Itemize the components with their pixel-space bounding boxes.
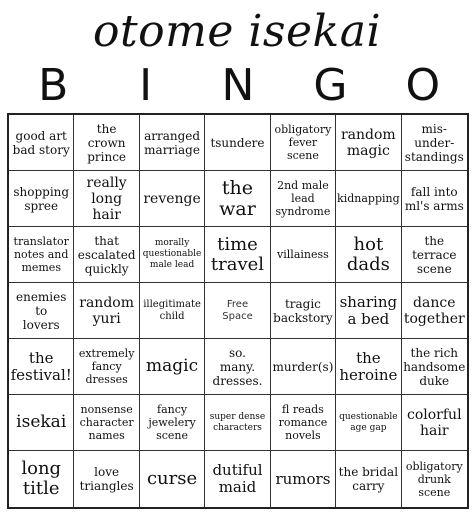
bingo-cell[interactable] [205, 115, 270, 171]
bingo-cell[interactable] [9, 283, 74, 339]
bingo-cell[interactable] [336, 395, 401, 451]
bingo-cell[interactable] [74, 339, 139, 395]
bingo-cell[interactable] [74, 115, 139, 171]
bingo-letter-g: G [313, 60, 348, 111]
cell-text: obligatory fever scene [274, 123, 332, 162]
free-space-cell[interactable] [205, 283, 270, 339]
cell-text: random yuri [79, 294, 134, 327]
cell-text: enemies to lovers [16, 289, 67, 332]
bingo-cell[interactable] [336, 115, 401, 171]
bingo-cell[interactable] [205, 451, 270, 507]
bingo-cell[interactable] [402, 283, 467, 339]
bingo-cell[interactable] [336, 339, 401, 395]
cell-text: the festival! [10, 348, 72, 384]
bingo-letter-o: O [405, 60, 441, 111]
cell-text: revenge [143, 190, 201, 207]
cell-text: love triangles [79, 465, 134, 493]
cell-text: curse [146, 468, 198, 489]
cell-text: super dense characters [209, 411, 266, 433]
bingo-cell[interactable] [140, 227, 205, 283]
cell-text: murder(s) [272, 359, 334, 374]
cell-text: extremely fancy dresses [78, 347, 135, 386]
bingo-cell[interactable] [205, 395, 270, 451]
cell-text: the terrace scene [412, 233, 457, 276]
cell-text: morally questionable male lead [142, 238, 202, 270]
cell-text: long title [21, 458, 62, 499]
bingo-cell[interactable] [9, 339, 74, 395]
cell-text: obligatory drunk scene [405, 459, 463, 499]
cell-text: the crown prince [87, 121, 127, 164]
cell-text: kidnapping [337, 192, 400, 205]
bingo-cell[interactable] [271, 115, 336, 171]
bingo-cell[interactable] [140, 115, 205, 171]
bingo-cell[interactable] [140, 339, 205, 395]
bingo-cell[interactable] [140, 395, 205, 451]
cell-text: mis- under- standings [404, 121, 464, 164]
bingo-cell[interactable] [140, 283, 205, 339]
cell-text: arranged marriage [144, 128, 201, 157]
cell-text: fall into ml's arms [404, 184, 464, 213]
bingo-cell[interactable] [271, 451, 336, 507]
bingo-cell[interactable] [336, 283, 401, 339]
bingo-cell[interactable] [205, 171, 270, 227]
cell-text: dutiful maid [212, 461, 263, 496]
bingo-cell[interactable] [271, 339, 336, 395]
cell-text: tragic backstory [273, 296, 333, 325]
bingo-cell[interactable] [74, 395, 139, 451]
bingo-cell[interactable] [140, 171, 205, 227]
cell-text: the war [219, 176, 256, 220]
cell-text: really long hair [86, 174, 127, 223]
bingo-cell[interactable] [205, 339, 270, 395]
cell-text: isekai [16, 412, 67, 432]
bingo-cell[interactable] [336, 227, 401, 283]
cell-text: tsundere [210, 135, 265, 150]
bingo-cell[interactable] [271, 395, 336, 451]
bingo-cell[interactable] [74, 171, 139, 227]
cell-text: the bridal carry [338, 465, 399, 493]
bingo-cell[interactable] [9, 395, 74, 451]
bingo-letter-n: N [221, 60, 255, 111]
cell-text: nonsense character names [79, 403, 134, 442]
bingo-cell[interactable] [402, 227, 467, 283]
cell-text: that escalated quickly [77, 233, 136, 276]
bingo-cell[interactable] [271, 227, 336, 283]
cell-text: random magic [340, 126, 396, 159]
cell-text: rumors [275, 469, 331, 488]
free-space-text: Free Space [222, 298, 253, 322]
cell-text: time travel [210, 233, 265, 275]
cell-text: the heroine [339, 348, 398, 384]
bingo-cell[interactable] [205, 227, 270, 283]
bingo-cell[interactable] [9, 451, 74, 507]
cell-text: the rich handsome duke [403, 345, 466, 388]
cell-text: questionable age gap [339, 411, 398, 433]
cell-text: illegitimate child [143, 298, 201, 322]
cell-text: dance together [403, 294, 465, 327]
bingo-cell[interactable] [336, 171, 401, 227]
cell-text: colorful hair [407, 406, 462, 439]
bingo-cell[interactable] [402, 451, 467, 507]
bingo-grid [7, 113, 469, 509]
bingo-cell[interactable] [336, 451, 401, 507]
cell-text: so. many. dresses. [212, 345, 263, 388]
bingo-cell[interactable] [271, 283, 336, 339]
cell-text: villainess [277, 248, 329, 261]
cell-text: 2nd male lead syndrome [275, 179, 331, 218]
cell-text: good art bad story [12, 128, 70, 157]
page-title: otome isekai [92, 6, 382, 57]
bingo-cell[interactable] [402, 395, 467, 451]
bingo-cell[interactable] [271, 171, 336, 227]
bingo-cell[interactable] [402, 115, 467, 171]
cell-text: shopping spree [13, 184, 70, 213]
bingo-cell[interactable] [74, 451, 139, 507]
bingo-cell[interactable] [74, 227, 139, 283]
cell-text: fl reads romance novels [278, 403, 328, 442]
bingo-header [7, 60, 469, 112]
bingo-cell[interactable] [402, 339, 467, 395]
bingo-cell[interactable] [402, 171, 467, 227]
bingo-letter-i: I [139, 60, 153, 111]
bingo-cell[interactable] [9, 171, 74, 227]
bingo-cell[interactable] [9, 115, 74, 171]
cell-text: translator notes and memes [13, 235, 69, 274]
cell-text: fancy jewelery scene [148, 403, 196, 442]
cell-text: hot dads [346, 233, 390, 275]
bingo-cell[interactable] [9, 227, 74, 283]
bingo-cell[interactable] [140, 451, 205, 507]
cell-text: sharing a bed [339, 292, 398, 328]
bingo-cell[interactable] [74, 283, 139, 339]
bingo-letter-b: B [38, 60, 69, 111]
cell-text: magic [146, 356, 199, 376]
